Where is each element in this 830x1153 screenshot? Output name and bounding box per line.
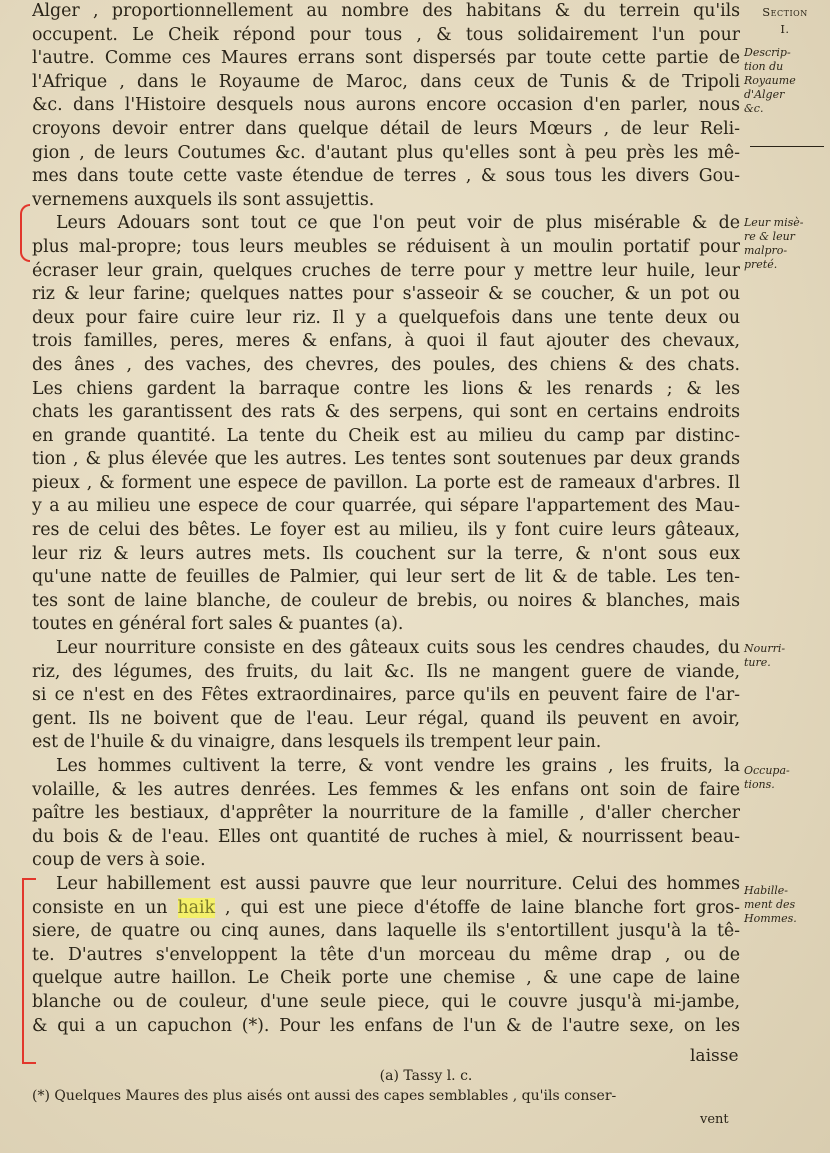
text-line: Alger , proportionnellement au nombre des habitans & du terrein qu'ils (32, 1, 740, 21)
text-line: te. D'autres s'enveloppent la tête d'un morceau du même drap , ou de (32, 944, 740, 965)
text-line: res de celui des bêtes. Le foyer est au milieu, ils y font cuire leurs gâteaux, (32, 520, 740, 541)
text-line: y a au milieu une espece de cour quarrée, qui sépare l'appartement des Mau- (32, 496, 740, 517)
text-line: l'Afrique , dans le Royaume de Maroc, dans ceux de Tunis & de Tripoli (32, 71, 740, 92)
text-line: quelque autre haillon. Le Cheik porte une chemise , & une cape de laine (32, 968, 740, 989)
text-line: gent. Ils ne boivent que de l'eau. Leur régal, quand ils peuvent en avoir, (32, 708, 740, 729)
text-line: pieux , & forment une espece de pavillon. La porte est de rameaux d'arbres. Il (32, 472, 740, 493)
text-line: Les chiens gardent la barraque contre les lions & les renards ; & les (32, 378, 740, 399)
text-line: deux pour faire cuire leur riz. Il y a quelquefois dans une tente deux ou (32, 307, 740, 328)
red-bracket-bottom (22, 878, 36, 1064)
text-line: tion , & plus élevée que les autres. Les tentes sont soutenues par deux grands (32, 449, 740, 470)
margin-note-line: Nourri- (744, 642, 786, 655)
text-line: gion , de leurs Coutumes &c. d'autant plus qu'elles sont à peu près les mê- (32, 142, 740, 163)
text-line: du bois & de l'eau. Elles ont quantité de ruches à miel, & nourrissent beau- (32, 826, 740, 847)
margin-note-line: ture. (744, 656, 771, 669)
text-line: en grande quantité. La tente du Cheik est au milieu du camp par distinc- (32, 425, 740, 446)
footnote-catchword: vent (700, 1112, 729, 1127)
margin-note-line: ment des (744, 898, 796, 911)
text-line: riz, des légumes, des fruits, du lait &c. Ils ne mangent guere de viande, (32, 661, 740, 682)
text-line: Leur nourriture consiste en des gâteaux cuits sous les cendres chaudes, du (56, 638, 740, 659)
footnotes (32, 1066, 740, 1106)
text-line: volaille, & les autres denrées. Les femmes & les enfans ont soin de faire (32, 779, 740, 800)
margin-note-line: Royaume (744, 74, 796, 87)
text-line: & qui a un capuchon (*). Pour les enfans de l'un & de l'autre sexe, on les (32, 1015, 740, 1036)
text-line: occupent. Le Cheik répond pour tous , & tous solidairement l'un pour (32, 24, 740, 45)
text-line: riz & leur farine; quelques nattes pour s'asseoir & se coucher, & un pot ou (32, 284, 740, 305)
footnote-star: (*) Quelques Maures des plus aisés ont aussi des capes semblables , qu'ils conser- (32, 1088, 617, 1104)
margin-rule (750, 146, 824, 147)
text-line: siere, de quatre ou cinq aunes, dans laquelle ils s'entortillent jusqu'à la tê- (32, 921, 740, 942)
margin-note-occupations (744, 764, 826, 792)
margin-note-food (744, 642, 826, 670)
text-line: qu'une natte de feuilles de Palmier, qui leur sert de lit & de table. Les ten- (32, 567, 740, 588)
text-line: Leur habillement est aussi pauvre que leur nourriture. Celui des hommes (56, 873, 740, 894)
text-line: consiste en un haik , qui est une piece d'étoffe de laine blanche fort gros- (32, 897, 740, 918)
margin-note-line: d'Alger (744, 88, 785, 101)
highlighted-word: haik (177, 897, 215, 918)
footnote-a: (a) Tassy l. c. (379, 1068, 473, 1084)
text-line: mes dans toute cette vaste étendue de terres , & sous tous les divers Gou- (32, 166, 740, 187)
text-line: est de l'huile & du vinaigre, dans lesquels ils trempent leur pain. (32, 732, 602, 753)
margin-note-line: Habille- (744, 884, 788, 897)
margin-note-line: tion du (744, 60, 784, 73)
body-text (32, 0, 740, 1038)
margin-note-line: Descrip- (744, 46, 791, 59)
margin-note-misery (744, 216, 826, 272)
text-line: plus mal-propre; tous leurs meubles se réduisent à un moulin portatif pour (32, 236, 740, 257)
text-line: chats les garantissent des rats & des serpens, qui sont en certains endroits (32, 402, 740, 423)
margin-note-line: Hommes. (744, 912, 797, 925)
text-line: blanche ou de couleur, d'une seule piece, qui le couvre jusqu'à mi-jambe, (32, 991, 740, 1012)
margin-note-line: tions. (744, 778, 775, 791)
margin-note-line: preté. (744, 258, 778, 271)
margin-note-line: &c. (744, 102, 764, 115)
section-label: Section (762, 5, 808, 19)
text-line: leur riz & leurs autres mets. Ils couchent sur la terre, & n'ont sous eux (32, 543, 740, 564)
text-line: toutes en général fort sales & puantes (a). (32, 614, 404, 635)
margin-section-heading (742, 4, 828, 38)
text-line: trois familles, peres, meres & enfans, à quoi il faut ajouter des chevaux, (32, 331, 740, 352)
text-line: vernemens auxquels ils sont assujettis. (32, 189, 375, 210)
catchword: laisse (690, 1046, 739, 1066)
margin-note-line: re & leur (744, 230, 795, 243)
margin-note-line: malpro- (744, 244, 788, 257)
text-line: Leurs Adouars sont tout ce que l'on peut voir de plus misérable & de (56, 213, 740, 234)
section-number: I. (780, 22, 790, 36)
text-line: &c. dans l'Histoire desquels nous aurons encore occasion d'en parler, nous (32, 95, 740, 116)
margin-note-line: Leur misè- (744, 216, 804, 229)
text-line: croyons devoir entrer dans quelque détail de leurs Mœurs , de leur Reli- (32, 118, 740, 139)
margin-note-clothing (744, 884, 826, 926)
text-line: coup de vers à soie. (32, 850, 206, 871)
margin-note-description (744, 46, 826, 116)
text-line: tes sont de laine blanche, de couleur de brebis, ou noires & blanches, mais (32, 590, 740, 611)
margin-note-line: Occupa- (744, 764, 790, 777)
text-line: des ânes , des vaches, des chevres, des poules, des chiens & des chats. (32, 354, 740, 375)
text-line: Les hommes cultivent la terre, & vont vendre les grains , les fruits, la (56, 756, 740, 776)
text-line: paître les bestiaux, d'apprêter la nourriture de la famille , d'aller chercher (32, 803, 740, 824)
text-line: l'autre. Comme ces Maures errans sont dispersés par toute cette partie de (32, 48, 740, 69)
red-bracket-top (20, 204, 30, 262)
text-line: si ce n'est en des Fêtes extraordinaires, parce qu'ils en peuvent faire de l'ar- (32, 685, 740, 706)
text-line: écraser leur grain, quelques cruches de terre pour y mettre leur huile, leur (32, 260, 740, 281)
